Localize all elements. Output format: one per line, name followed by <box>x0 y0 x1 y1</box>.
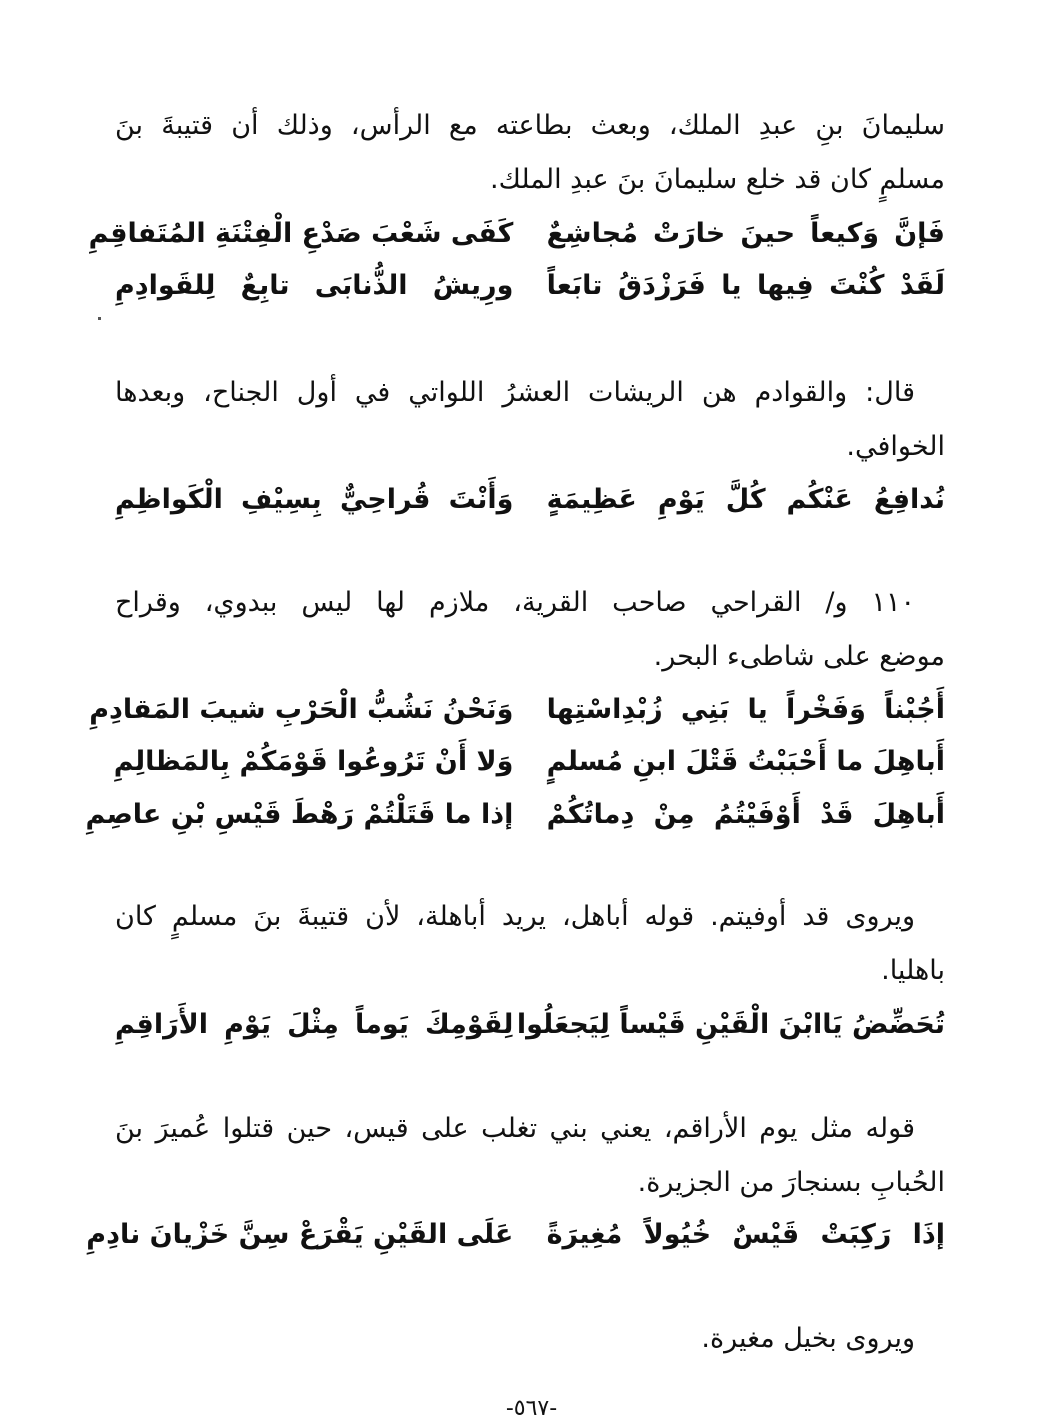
verse-line <box>115 739 945 785</box>
verse-first-hemistich: نُدافِعُ عَنْكُم كُلَّ يَوْمِ عَظِيمَةٍ <box>546 484 945 515</box>
verse-first-hemistich: أَجُبْناً وَفَخْراً يا بَنِي زُبْدِاسْتِها <box>546 694 945 725</box>
verse-line <box>88 211 945 257</box>
verse-second-hemistich: لِقَوْمِكَ يَوماً مِثْلَ يَوْمِ الأَرَاقِمِ <box>115 1009 514 1040</box>
verse-second-hemistich: ورِيشُ الذُّنابَى تابِعٌ لِلقَوادِمِ <box>115 270 514 301</box>
verse-first-hemistich: إذَا رَكِبَتْ قَيْسٌ خُيُولاً مُغِيرَةً <box>546 1219 945 1250</box>
verse-line <box>89 687 945 733</box>
verse-second-hemistich: كَفَى شَعْبَ صَدْعِ الْفِتْنَةِ المُتَفاقِمِ <box>88 218 514 249</box>
verse-first-hemistich: أَباهِلَ قَدْ أَوْفَيْتُمُ مِنْ دِماتُكُمْ <box>546 799 945 830</box>
page-number: -٥٦٧- <box>505 1396 558 1421</box>
prose-line: سليمانَ بنِ عبدِ الملك، وبعث بطاعته مع الرأس، وذلك أن قتيبةَ بنَ <box>115 110 945 141</box>
prose-line: الخوافي. <box>846 431 945 462</box>
verse-line <box>115 263 945 309</box>
prose-line: موضع على شاطىء البحر. <box>653 641 945 672</box>
verse-second-hemistich: عَلَى القَيْنِ يَقْرَعْ سِنَّ خَزْيانَ نادِمِ <box>86 1219 514 1250</box>
verse-second-hemistich: وَلا أَنْ تَرُوعُوا قَوْمَكُمْ بِالمَظالِمِ <box>113 746 514 777</box>
verse-line <box>115 477 945 523</box>
verse-second-hemistich: وَأَنْتَ قُراحِيٌّ بِسِيْفِ الْكَواظِمِ <box>115 484 514 515</box>
prose-line: باهليا. <box>881 955 945 986</box>
stray-dot <box>98 317 101 320</box>
verse-first-hemistich: تُحَضِّضُ يَاابْنَ الْقَيْنِ قَيْساً لِيَجعَلُوا <box>516 1009 945 1040</box>
verse-first-hemistich: لَقَدْ كُنْتَ فِيها يا فَرَزْدَقُ تابَعاً <box>546 270 945 301</box>
verse-line <box>85 792 945 838</box>
prose-line: قوله مثل يوم الأراقم، يعني بني تغلب على قيس، حين قتلوا عُميرَ بنَ <box>115 1113 915 1144</box>
prose-line: مسلمٍ كان قد خلع سليمانَ بنَ عبدِ الملك. <box>489 164 945 195</box>
prose-line: ويروى بخيل مغيرة. <box>701 1323 915 1354</box>
verse-first-hemistich: أَباهِلَ ما أَحْبَبْتُ قَتْلَ ابنِ مُسلمٍ <box>546 746 945 777</box>
prose-line: الحُبابِ بسنجارَ من الجزيرة. <box>637 1167 945 1198</box>
verse-first-hemistich: فَإنَّ وَكيعاً حينَ خارَتْ مُجاشِعٌ <box>546 218 945 249</box>
prose-line: ١١٠ و/ القراحي صاحب القرية، ملازم لها ليس ببدوي، وقراح <box>115 587 915 618</box>
prose-line: ويروى قد أوفيتم. قوله أباهل، يريد أباهلة، لأن قتيبةَ بنَ مسلمٍ كان <box>115 901 915 932</box>
verse-line <box>115 1002 945 1048</box>
verse-second-hemistich: إذا ما قَتَلْتُمْ رَهْطَ قَيْسِ بْنِ عاصِمِ <box>85 799 514 830</box>
verse-second-hemistich: وَنَحْنُ نَشُبُّ الْحَرْبِ شيبَ المَقادِمِ <box>89 694 514 725</box>
verse-line <box>86 1212 945 1258</box>
prose-line: قال: والقوادم هن الريشات العشرُ اللواتي في أول الجناح، وبعدها <box>115 377 915 408</box>
